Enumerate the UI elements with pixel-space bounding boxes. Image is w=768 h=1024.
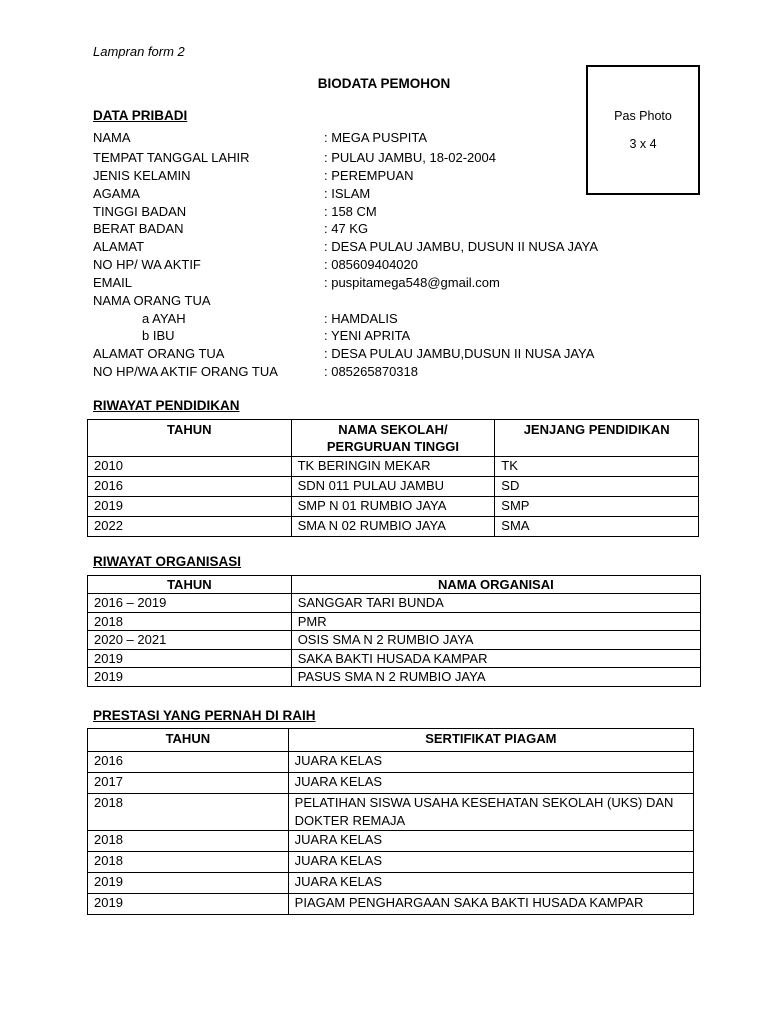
personal-value: : PULAU JAMBU, 18-02-2004 xyxy=(324,150,496,165)
personal-label: b IBU xyxy=(142,328,175,343)
personal-label: NAMA xyxy=(93,130,131,145)
cell-level: SMA xyxy=(495,517,699,537)
cell-year: 2019 xyxy=(88,649,292,668)
table-row xyxy=(88,631,701,650)
personal-label: BERAT BADAN xyxy=(93,221,184,236)
personal-label: EMAIL xyxy=(93,275,133,290)
table-row xyxy=(88,497,699,517)
cell-certificate: PIAGAM PENGHARGAAN SAKA BAKTI HUSADA KAMPAR xyxy=(288,894,693,915)
personal-label: NAMA ORANG TUA xyxy=(93,293,211,308)
cell-certificate: JUARA KELAS xyxy=(288,773,693,794)
personal-value: : ISLAM xyxy=(324,186,371,201)
cell-organization: OSIS SMA N 2 RUMBIO JAYA xyxy=(291,631,700,650)
column-header-school-line2: PERGURUAN TINGGI xyxy=(326,439,460,454)
cell-year: 2016 xyxy=(88,477,292,497)
attachment-label: Lampran form 2 xyxy=(93,44,185,59)
table-row xyxy=(88,457,699,477)
photo-label: Pas Photo xyxy=(614,109,672,123)
table-header-row xyxy=(88,576,701,594)
section-heading-achievements: PRESTASI YANG PERNAH DI RAIH xyxy=(93,708,316,723)
organization-table xyxy=(87,575,701,687)
table-row xyxy=(88,612,701,631)
personal-value: : 085265870318 xyxy=(324,364,418,379)
column-header-year: TAHUN xyxy=(88,729,289,752)
cell-year: 2019 xyxy=(88,894,289,915)
personal-value: : 47 KG xyxy=(324,221,369,236)
table-row xyxy=(88,668,701,687)
cell-level: SMP xyxy=(495,497,699,517)
cell-year: 2018 xyxy=(88,852,289,873)
cell-year: 2019 xyxy=(88,873,289,894)
personal-label: ALAMAT ORANG TUA xyxy=(93,346,225,361)
personal-value: : 158 CM xyxy=(324,204,377,219)
cell-year: 2019 xyxy=(88,668,292,687)
cell-year: 2018 xyxy=(88,831,289,852)
education-table xyxy=(87,419,699,537)
personal-value: : YENI APRITA xyxy=(324,328,411,343)
table-row xyxy=(88,894,694,915)
personal-label: TINGGI BADAN xyxy=(93,204,187,219)
cell-organization: SANGGAR TARI BUNDA xyxy=(291,594,700,613)
column-header-organization: NAMA ORGANISAI xyxy=(291,576,700,594)
table-row xyxy=(88,517,699,537)
cell-certificate: PELATIHAN SISWA USAHA KESEHATAN SEKOLAH (UKS) DAN DOKTER REMAJA xyxy=(288,794,693,831)
personal-label: AGAMA xyxy=(93,186,140,201)
section-heading-personal: DATA PRIBADI xyxy=(93,108,188,123)
cell-year: 2010 xyxy=(88,457,292,477)
personal-label: ALAMAT xyxy=(93,239,145,254)
photo-size: 3 x 4 xyxy=(629,137,657,151)
column-header-year: TAHUN xyxy=(88,576,292,594)
cell-certificate: JUARA KELAS xyxy=(288,852,693,873)
personal-value: : DESA PULAU JAMBU, DUSUN II NUSA JAYA xyxy=(324,239,599,254)
column-header-certificate: SERTIFIKAT PIAGAM xyxy=(288,729,693,752)
cell-year: 2016 xyxy=(88,752,289,773)
personal-value: : 085609404020 xyxy=(324,257,418,272)
table-row xyxy=(88,873,694,894)
table-header-row xyxy=(88,420,699,457)
cell-year: 2019 xyxy=(88,497,292,517)
cell-organization: PMR xyxy=(291,612,700,631)
cell-school: SDN 011 PULAU JAMBU xyxy=(291,477,495,497)
cell-year: 2018 xyxy=(88,794,289,831)
table-header-row xyxy=(88,729,694,752)
column-header-school xyxy=(291,420,495,457)
achievements-table xyxy=(87,728,694,915)
cell-certificate: JUARA KELAS xyxy=(288,752,693,773)
photo-placeholder xyxy=(586,65,700,195)
cell-year: 2017 xyxy=(88,773,289,794)
cell-level: SD xyxy=(495,477,699,497)
personal-label: NO HP/ WA AKTIF xyxy=(93,257,201,272)
personal-value: : puspitamega548@gmail.com xyxy=(324,275,500,290)
cell-certificate: JUARA KELAS xyxy=(288,873,693,894)
personal-value: : MEGA PUSPITA xyxy=(324,130,428,145)
column-header-level: JENJANG PENDIDIKAN xyxy=(495,420,699,457)
table-row xyxy=(88,852,694,873)
cell-level: TK xyxy=(495,457,699,477)
cell-school: TK BERINGIN MEKAR xyxy=(291,457,495,477)
table-row xyxy=(88,831,694,852)
table-row xyxy=(88,752,694,773)
personal-label: NO HP/WA AKTIF ORANG TUA xyxy=(93,364,278,379)
cell-school: SMP N 01 RUMBIO JAYA xyxy=(291,497,495,517)
cell-year: 2022 xyxy=(88,517,292,537)
column-header-year: TAHUN xyxy=(88,420,292,457)
personal-value: : DESA PULAU JAMBU,DUSUN II NUSA JAYA xyxy=(324,346,595,361)
column-header-school-line1: NAMA SEKOLAH/ xyxy=(338,422,448,437)
section-heading-organization: RIWAYAT ORGANISASI xyxy=(93,554,242,569)
personal-value: : HAMDALIS xyxy=(324,311,398,326)
cell-school: SMA N 02 RUMBIO JAYA xyxy=(291,517,495,537)
cell-year: 2020 – 2021 xyxy=(88,631,292,650)
personal-label: JENIS KELAMIN xyxy=(93,168,191,183)
document-title: BIODATA PEMOHON xyxy=(317,76,451,91)
cell-year: 2018 xyxy=(88,612,292,631)
personal-label: TEMPAT TANGGAL LAHIR xyxy=(93,150,250,165)
personal-label: a AYAH xyxy=(142,311,186,326)
cell-organization: SAKA BAKTI HUSADA KAMPAR xyxy=(291,649,700,668)
cell-year: 2016 – 2019 xyxy=(88,594,292,613)
table-row xyxy=(88,477,699,497)
table-row xyxy=(88,794,694,831)
personal-value: : PEREMPUAN xyxy=(324,168,414,183)
table-row xyxy=(88,649,701,668)
section-heading-education: RIWAYAT PENDIDIKAN xyxy=(93,398,240,413)
table-row xyxy=(88,773,694,794)
cell-certificate: JUARA KELAS xyxy=(288,831,693,852)
cell-organization: PASUS SMA N 2 RUMBIO JAYA xyxy=(291,668,700,687)
table-row xyxy=(88,594,701,613)
